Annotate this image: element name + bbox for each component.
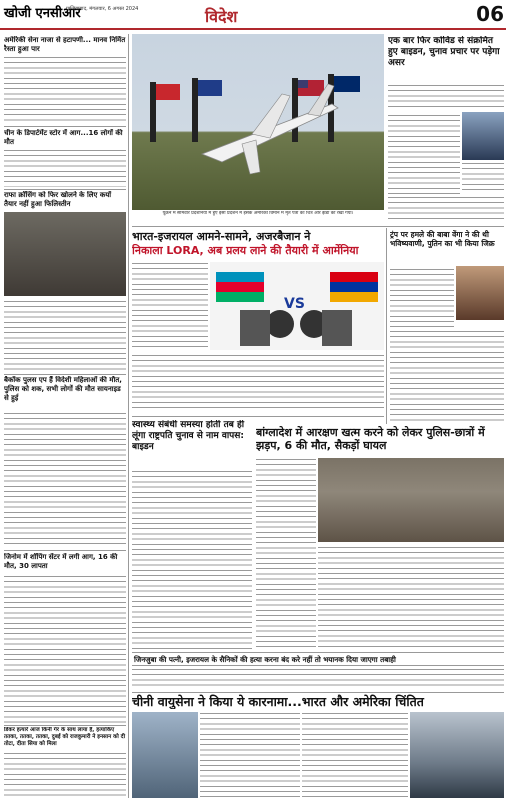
left-story3-body: [4, 300, 126, 372]
bangladesh-headline: बांग्लादेश में आरक्षण खत्म करने को लेकर पुलिस-छात्रों में झड़प, 6 की मौत, सैकड़ों घायल: [256, 426, 485, 452]
divider: [4, 189, 126, 190]
column-divider: [128, 34, 129, 798]
divider: [132, 226, 504, 227]
left-story1-headline: अमेरिकी सेना नाजा से हटापणी... मानव निर्मित रैस्ता हुआ पार: [4, 36, 126, 53]
page-number: 06: [476, 2, 504, 26]
divider: [4, 725, 126, 726]
biden-covid-body-b: [462, 162, 504, 194]
banner-strip: [132, 652, 504, 666]
left-story4-body: [4, 412, 126, 548]
china-body-a: [200, 712, 300, 798]
main-story-body: [132, 354, 384, 410]
divider: [132, 692, 504, 693]
banner-body: [132, 668, 504, 690]
main-headline-line1: भारत-इजरायल आमने-सामने, अजरबैजान ने: [132, 230, 311, 243]
bangladesh-body-a: [256, 458, 316, 648]
vs-label: VS: [284, 296, 305, 312]
left-story4-headline: बैकॉक पुलस एप हैं विदेशी महिलाओं की मौत, पुलिस को शक, सभी लोगों की मौत सायनाइड से हुई: [4, 376, 122, 402]
section-title: विदेश: [205, 7, 238, 26]
left-story1-body: [4, 56, 126, 124]
main-headline-line2: निकाला LORA, अब प्रलय लाने की तैयारी में आर्मेनिया: [132, 244, 359, 257]
biden-covid-headline: एक बार फिर कोविड से संक्रमित हुए बाइडन, चुनाव प्रचार पर पड़ेगा असर: [388, 36, 500, 68]
biden-covid-body-c: [388, 196, 504, 222]
left-story3-headline: राफा क्रॉसिंग को फिर खोलने के लिए कयों तैयार नहीं हुआ फिलिस्तीन: [4, 191, 112, 208]
left-story5-headline: जिनोम में शॉपिंग सेंटर में लगी आग, 16 की मौत, 30 लापता: [4, 553, 118, 570]
biden-covid-body-a: [388, 114, 460, 194]
left-story6-headline: डिकर हत्यारे आज किनी गेर के साथ लाया है, हत्याकिए ततका, ततका, ततका, दुबई को राजकुमारी ने इनसान को दी तोटा, दीता सिया को मिला: [4, 727, 126, 747]
abbas-photo: [4, 212, 126, 296]
divider: [132, 416, 384, 417]
divider: [4, 374, 126, 375]
column-divider: [386, 228, 387, 424]
trump-body-a: [390, 268, 454, 328]
masthead: [0, 0, 506, 30]
divider: [4, 550, 126, 551]
main-story-body-left: [132, 262, 208, 350]
flags-photo: [210, 262, 384, 350]
photo-caption: यूक्रेन में सोमवार प्रदर्शनियों में हुए इसी प्रदर्शन में इसके अमेरिकी विमान में मृत पत्रों का चित्र और झंडों को रखा गया।: [162, 211, 354, 216]
trump-headline: ट्रंप पर हमले की बाबा वेंगा ने की थी भविष्यवाणी, पुतिन का भी किया जिक्र: [390, 230, 495, 248]
left-story2-headline: चीन के डिपार्टमेंट स्टोर में आग...16 लोगों की मौत: [4, 129, 123, 146]
issue-meta: गाजियाबाद, मंगलवार, 6 अगस्त 2024: [66, 6, 139, 12]
left-story2-body: [4, 149, 126, 187]
newspaper-brand: खोजी एनसीआर: [4, 6, 81, 21]
bangladesh-body-b: [318, 546, 504, 648]
biden-photo: [462, 112, 504, 160]
trump-body-b: [390, 330, 504, 422]
bangladesh-protest-photo: [318, 458, 504, 542]
banner-text: जिनजुबा की पत्नी, इजरायल के सैनिकों की हत्या करना बंद करे नहीं तो भयानक दिया जाएगा तबाही: [134, 655, 396, 664]
left-story5-body: [4, 575, 126, 723]
fighter-jet-photo: [132, 712, 198, 798]
baba-vanga-photo: [456, 266, 504, 320]
health-headline: स्वास्थ्य संबंधी समस्या होती तब ही लूंगा राष्ट्रपति चुनाव से नाम वापस: बाइडन: [132, 420, 245, 452]
china-airforce-headline: चीनी वायुसेना ने किया ये कारनामा...भारत और अमेरिका चिंतित: [132, 694, 424, 709]
health-body: [132, 470, 252, 650]
aircraft-carrier-photo: [410, 712, 504, 798]
airshow-photo: [132, 34, 384, 210]
divider: [4, 126, 126, 127]
left-story6-body: [4, 752, 126, 798]
biden-covid-body: [388, 84, 504, 110]
china-body-b: [302, 712, 408, 798]
jet-illustration: [132, 34, 384, 210]
